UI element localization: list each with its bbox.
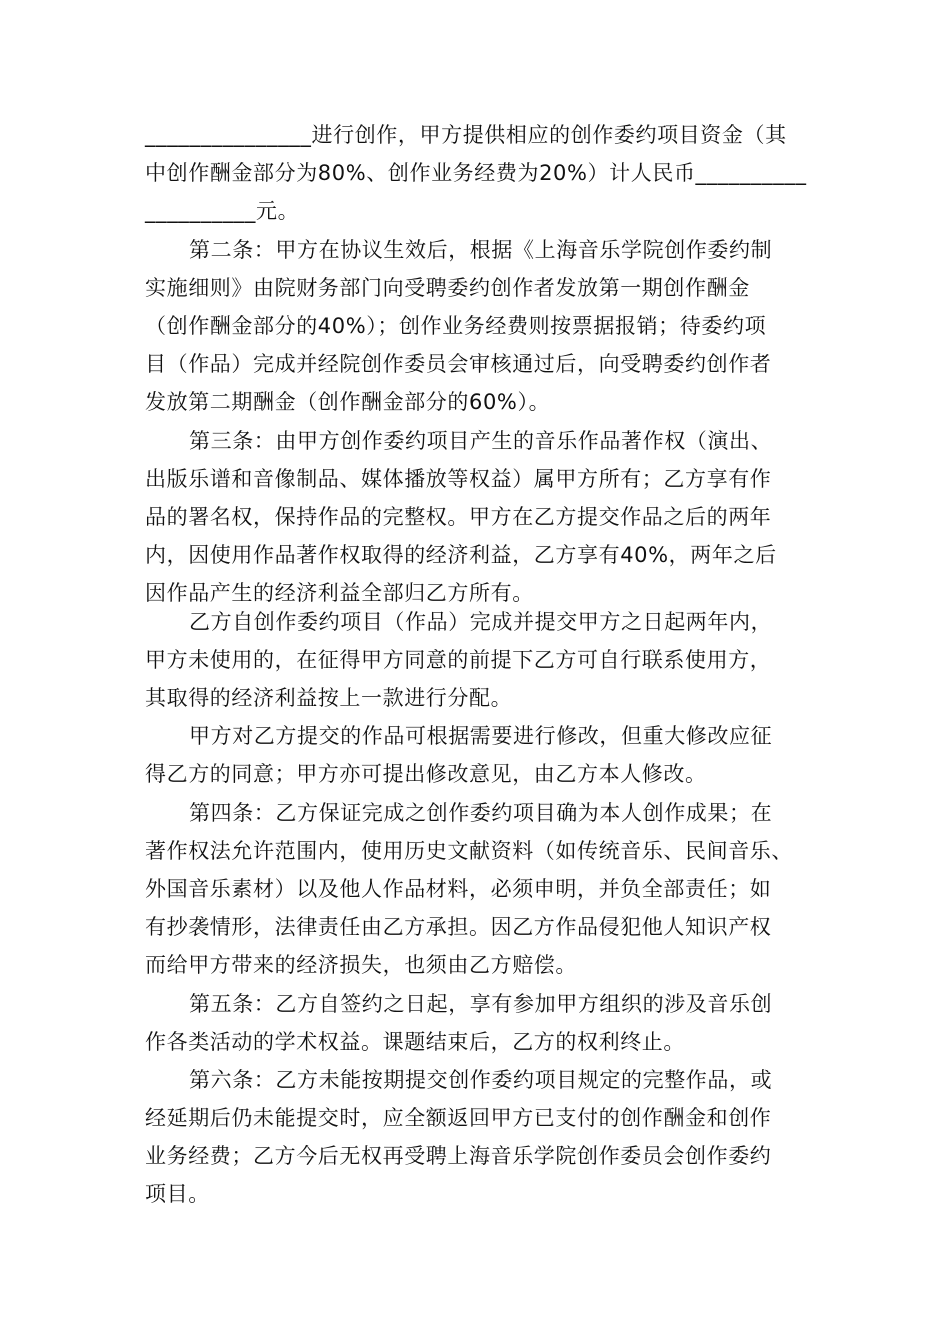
text-line: 因作品产生的经济利益全部归乙方所有。	[145, 581, 534, 605]
text-line: 发放第二期酬金（创作酬金部分的60%）。	[145, 390, 551, 414]
text-line: （创作酬金部分的40%）；创作业务经费则按票据报销；待委约项	[145, 314, 767, 338]
text-line: 业务经费；乙方今后无权再受聘上海音乐学院创作委员会创作委约	[145, 1144, 772, 1168]
text-line: 内，因使用作品著作权取得的经济利益，乙方享有40%，两年之后	[145, 543, 777, 567]
text-line: 外国音乐素材）以及他人作品材料，必须申明，并负全部责任；如	[145, 877, 772, 901]
text-line: 其取得的经济利益按上一款进行分配。	[145, 686, 513, 710]
text-line: 第二条：甲方在协议生效后，根据《上海音乐学院创作委约制	[189, 238, 773, 262]
text-line: 作各类活动的学术权益。课题结束后，乙方的权利终止。	[145, 1030, 685, 1054]
text-line: 而给甲方带来的经济损失，也须由乙方赔偿。	[145, 953, 577, 977]
text-line: 实施细则》由院财务部门向受聘委约创作者发放第一期创作酬金	[145, 276, 750, 300]
text-line: 有抄袭情形，法律责任由乙方承担。因乙方作品侵犯他人知识产权	[145, 915, 772, 939]
text-line: 第六条：乙方未能按期提交创作委约项目规定的完整作品，或	[189, 1068, 773, 1092]
text-line: 中创作酬金部分为80%、创作业务经费为20%）计人民币__________	[145, 161, 807, 185]
text-line: 第五条：乙方自签约之日起，享有参加甲方组织的涉及音乐创	[189, 992, 773, 1016]
text-line: 目（作品）完成并经院创作委员会审核通过后，向受聘委约创作者	[145, 352, 772, 376]
text-line: 出版乐谱和音像制品、媒体播放等权益）属甲方所有；乙方享有作	[145, 467, 772, 491]
text-line: 项目。	[145, 1182, 210, 1206]
text-line: _______________进行创作，甲方提供相应的创作委约项目资金（其	[145, 123, 787, 147]
text-line: 甲方对乙方提交的作品可根据需要进行修改，但重大修改应征	[189, 724, 773, 748]
text-line: 品的署名权，保持作品的完整权。甲方在乙方提交作品之后的两年	[145, 505, 772, 529]
text-line: 乙方自创作委约项目（作品）完成并提交甲方之日起两年内，	[189, 610, 773, 634]
text-line: __________元。	[145, 199, 300, 223]
text-line: 得乙方的同意；甲方亦可提出修改意见，由乙方本人修改。	[145, 762, 707, 786]
text-line: 甲方未使用的，在征得甲方同意的前提下乙方可自行联系使用方，	[145, 648, 772, 672]
text-line: 第三条：由甲方创作委约项目产生的音乐作品著作权（演出、	[189, 429, 773, 453]
text-line: 经延期后仍未能提交时，应全额返回甲方已支付的创作酬金和创作	[145, 1106, 772, 1130]
text-line: 著作权法允许范围内，使用历史文献资料（如传统音乐、民间音乐、	[145, 839, 793, 863]
text-line: 第四条：乙方保证完成之创作委约项目确为本人创作成果；在	[189, 801, 773, 825]
